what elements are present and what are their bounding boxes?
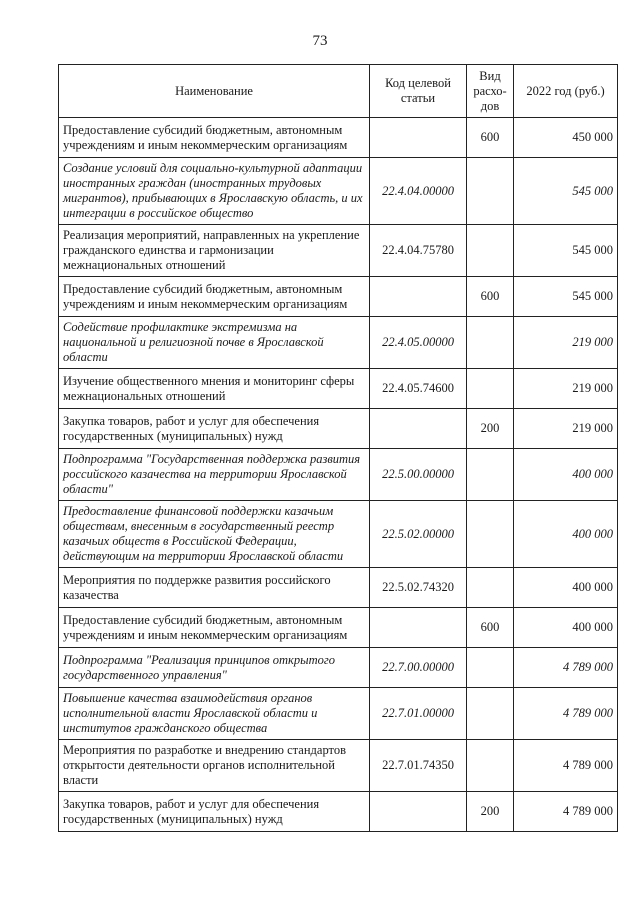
sum-cell: 400 000 [514, 608, 618, 648]
code-cell: 22.4.04.75780 [370, 225, 467, 277]
table-row [59, 608, 618, 648]
header-type: Вид расхо-дов [467, 65, 514, 118]
type-cell [467, 158, 514, 225]
header-sum: 2022 год (руб.) [514, 65, 618, 118]
code-cell [370, 409, 467, 449]
code-cell [370, 118, 467, 158]
sum-cell: 400 000 [514, 501, 618, 568]
code-cell [370, 277, 467, 317]
table-row [59, 409, 618, 449]
type-cell [467, 317, 514, 369]
sum-cell: 4 789 000 [514, 688, 618, 740]
code-cell: 22.4.05.74600 [370, 369, 467, 409]
table-row [59, 688, 618, 740]
table-row [59, 568, 618, 608]
sum-cell: 545 000 [514, 225, 618, 277]
name-cell: Повышение качества взаимодействия органов исполнительной власти Ярославской области и институтов гражданского общества [59, 688, 370, 740]
type-cell [467, 449, 514, 501]
type-cell: 600 [467, 118, 514, 158]
page-number: 73 [312, 33, 328, 49]
type-cell: 200 [467, 409, 514, 449]
code-cell: 22.7.01.74350 [370, 740, 467, 792]
name-cell: Подпрограмма "Реализация принципов открытого государственного управления" [59, 648, 370, 688]
header-code: Код целевой статьи [370, 65, 467, 118]
code-cell: 22.5.00.00000 [370, 449, 467, 501]
budget-table [58, 64, 618, 832]
type-cell [467, 369, 514, 409]
type-cell: 600 [467, 277, 514, 317]
sum-cell: 400 000 [514, 449, 618, 501]
table-row [59, 369, 618, 409]
table-row [59, 449, 618, 501]
table-row [59, 277, 618, 317]
type-cell [467, 501, 514, 568]
name-cell: Мероприятия по разработке и внедрению стандартов открытости деятельности органов исполнительной власти [59, 740, 370, 792]
sum-cell: 4 789 000 [514, 648, 618, 688]
sum-cell: 450 000 [514, 118, 618, 158]
sum-cell: 400 000 [514, 568, 618, 608]
table-row [59, 792, 618, 832]
type-cell [467, 688, 514, 740]
sum-cell: 219 000 [514, 409, 618, 449]
sum-cell: 4 789 000 [514, 792, 618, 832]
table-row [59, 648, 618, 688]
name-cell: Мероприятия по поддержке развития российского казачества [59, 568, 370, 608]
code-cell: 22.7.01.00000 [370, 688, 467, 740]
table-row [59, 118, 618, 158]
type-cell [467, 568, 514, 608]
code-cell: 22.5.02.74320 [370, 568, 467, 608]
table-body [59, 118, 618, 832]
table-row [59, 501, 618, 568]
name-cell: Предоставление финансовой поддержки казачьим обществам, внесенным в государственный реестр казачьих обществ в Российской Федерации, действующим на территории Ярославской области [59, 501, 370, 568]
sum-cell: 545 000 [514, 277, 618, 317]
name-cell: Закупка товаров, работ и услуг для обеспечения государственных (муниципальных) нужд [59, 409, 370, 449]
code-cell: 22.4.04.00000 [370, 158, 467, 225]
table-row [59, 225, 618, 277]
table-row [59, 158, 618, 225]
type-cell [467, 225, 514, 277]
header-name: Наименование [59, 65, 370, 118]
type-cell: 200 [467, 792, 514, 832]
name-cell: Создание условий для социально-культурной адаптации иностранных граждан (иностранных трудовых мигрантов), прибывающих в Ярославскую область, и их интеграции в российское общество [59, 158, 370, 225]
name-cell: Предоставление субсидий бюджетным, автономным учреждениям и иным некоммерческим организациям [59, 118, 370, 158]
table-header-row [59, 65, 618, 118]
sum-cell: 4 789 000 [514, 740, 618, 792]
name-cell: Реализация мероприятий, направленных на укрепление гражданского единства и гармонизации межнациональных отношений [59, 225, 370, 277]
table-row [59, 740, 618, 792]
type-cell [467, 740, 514, 792]
name-cell: Изучение общественного мнения и мониторинг сферы межнациональных отношений [59, 369, 370, 409]
name-cell: Закупка товаров, работ и услуг для обеспечения государственных (муниципальных) нужд [59, 792, 370, 832]
sum-cell: 219 000 [514, 369, 618, 409]
sum-cell: 545 000 [514, 158, 618, 225]
code-cell: 22.4.05.00000 [370, 317, 467, 369]
type-cell: 600 [467, 608, 514, 648]
type-cell [467, 648, 514, 688]
table-row [59, 317, 618, 369]
code-cell: 22.5.02.00000 [370, 501, 467, 568]
code-cell [370, 792, 467, 832]
name-cell: Подпрограмма "Государственная поддержка развития российского казачества на территории Ярославской области" [59, 449, 370, 501]
sum-cell: 219 000 [514, 317, 618, 369]
name-cell: Предоставление субсидий бюджетным, автономным учреждениям и иным некоммерческим организациям [59, 608, 370, 648]
name-cell: Содействие профилактике экстремизма на национальной и религиозной почве в Ярославской области [59, 317, 370, 369]
code-cell: 22.7.00.00000 [370, 648, 467, 688]
code-cell [370, 608, 467, 648]
name-cell: Предоставление субсидий бюджетным, автономным учреждениям и иным некоммерческим организациям [59, 277, 370, 317]
